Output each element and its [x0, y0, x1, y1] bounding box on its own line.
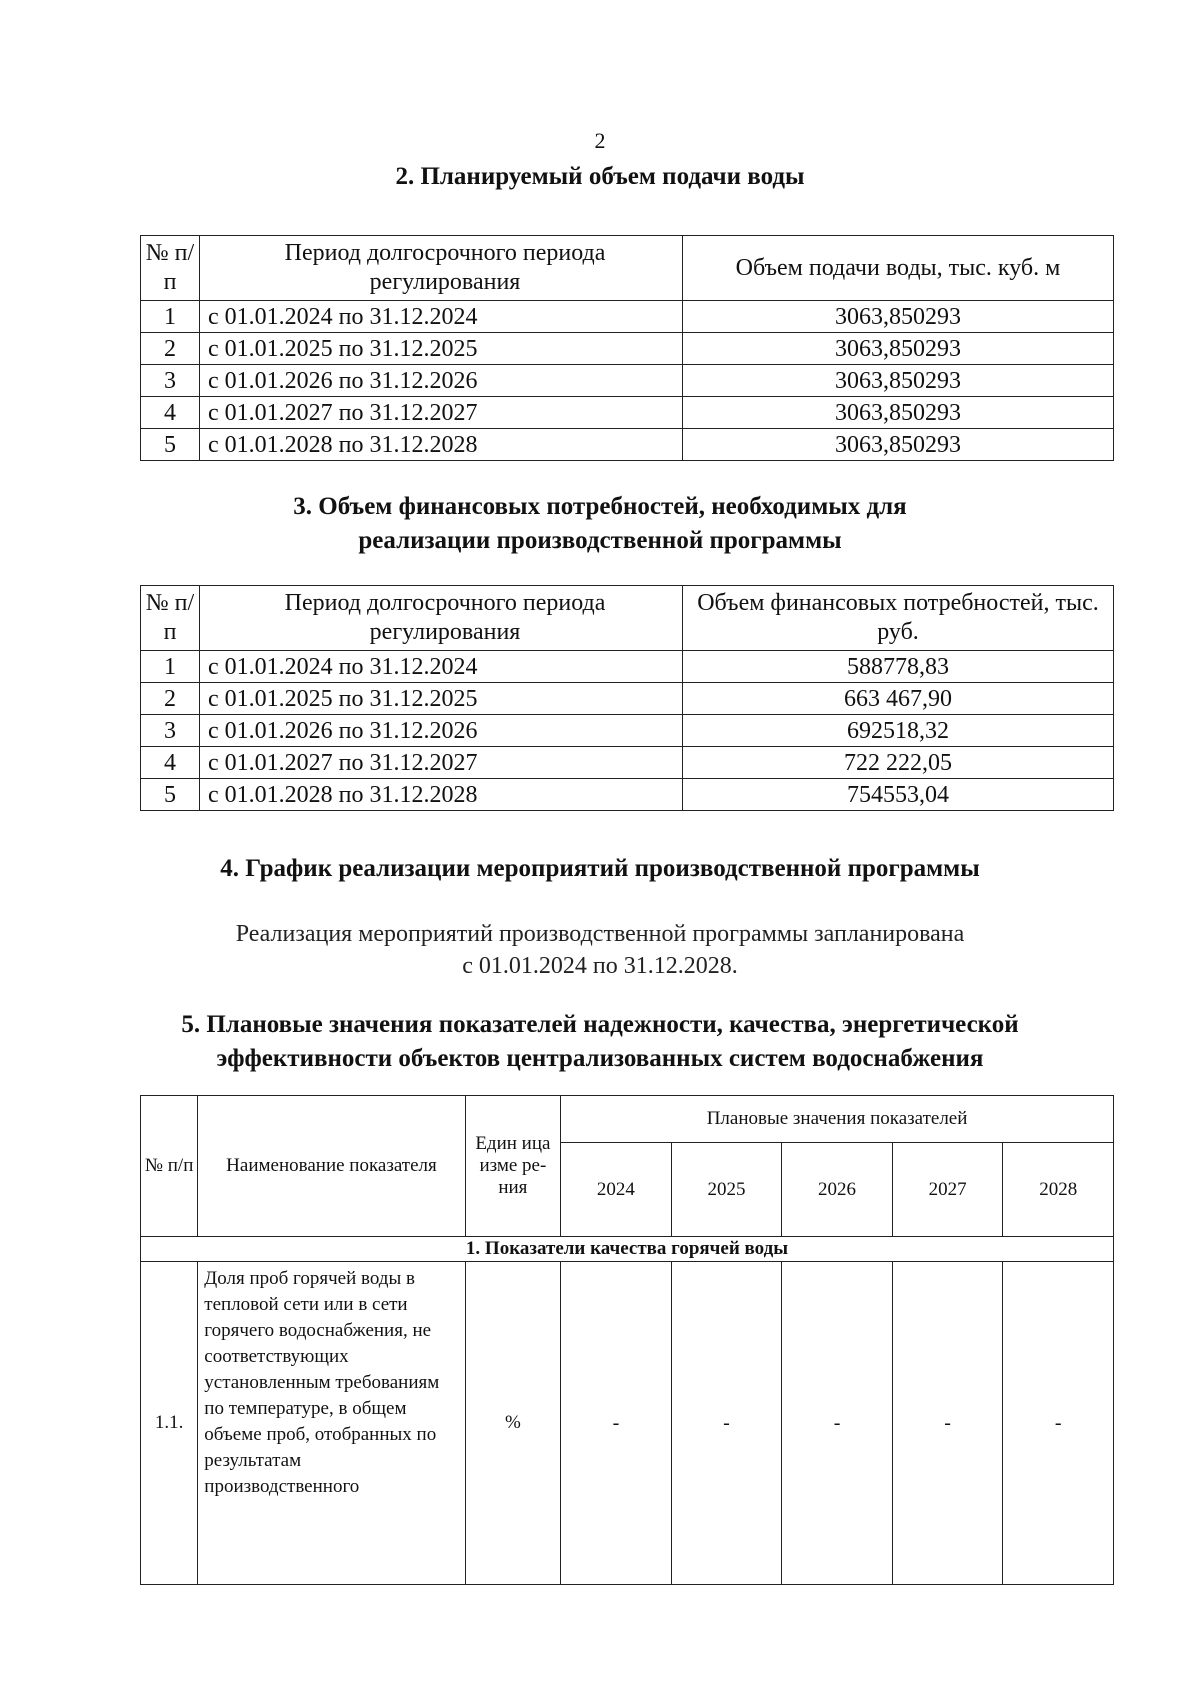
row-period: с 01.01.2027 по 31.12.2027 — [200, 747, 683, 779]
section4-text-line2: с 01.01.2024 по 31.12.2028. — [462, 953, 738, 979]
table-row — [141, 747, 1114, 779]
section4-title: 4. График реализации мероприятий производственной программы — [220, 855, 980, 882]
table-row — [141, 301, 1114, 333]
col-header-unit: Един ица изме ре- ния — [465, 1096, 560, 1237]
table-row — [141, 779, 1114, 811]
row-period: с 01.01.2024 по 31.12.2024 — [200, 651, 683, 683]
section4-text-line1: Реализация мероприятий производственной программы запланирована — [235, 921, 965, 947]
row-value: 3063,850293 — [683, 365, 1114, 397]
row-value: - — [1003, 1262, 1114, 1585]
section5-title-line2: эффективности объектов централизованных систем водоснабжения — [216, 1045, 984, 1072]
water-supply-table — [140, 235, 1114, 461]
section3-title-line2: реализации производственной программы — [358, 527, 842, 554]
row-num: 1 — [141, 651, 200, 683]
table-row — [141, 397, 1114, 429]
row-num: 3 — [141, 715, 200, 747]
row-value: 588778,83 — [683, 651, 1114, 683]
row-value: - — [782, 1262, 893, 1585]
row-value: 722 222,05 — [683, 747, 1114, 779]
col-header-year: 2026 — [782, 1143, 893, 1237]
col-header-num: № п/п — [141, 236, 200, 301]
row-value: 754553,04 — [683, 779, 1114, 811]
row-num: 3 — [141, 365, 200, 397]
section2-title: 2. Планируемый объем подачи воды — [395, 163, 805, 190]
col-header-num: № п/п — [141, 1096, 198, 1237]
row-period: с 01.01.2024 по 31.12.2024 — [200, 301, 683, 333]
section5-title-line1: 5. Плановые значения показателей надежности, качества, энергетической — [181, 1011, 1019, 1038]
col-header-name: Наименование показателя — [198, 1096, 465, 1237]
col-header-year: 2028 — [1003, 1143, 1114, 1237]
row-period: с 01.01.2026 по 31.12.2026 — [200, 715, 683, 747]
row-value: - — [671, 1262, 782, 1585]
col-header-planned: Плановые значения показателей — [561, 1096, 1114, 1143]
row-num: 2 — [141, 333, 200, 365]
table-header-row — [141, 1096, 1114, 1143]
col-header-year: 2024 — [561, 1143, 672, 1237]
row-value: 663 467,90 — [683, 683, 1114, 715]
table-row — [141, 715, 1114, 747]
row-period: с 01.01.2028 по 31.12.2028 — [200, 429, 683, 461]
row-period: с 01.01.2027 по 31.12.2027 — [200, 397, 683, 429]
table-row — [141, 365, 1114, 397]
table-row — [141, 333, 1114, 365]
col-header-num: № п/п — [141, 586, 200, 651]
page-number: 2 — [594, 128, 606, 153]
table-row — [141, 683, 1114, 715]
row-value: - — [892, 1262, 1003, 1585]
row-name: Доля проб горячей воды в тепловой сети или в сети горячего водоснабжения, не соответствующих установленным требованиям по температуре, в общем объеме проб, отобранных по результатам производственного — [198, 1262, 465, 1585]
group-title: 1. Показатели качества горячей воды — [141, 1237, 1114, 1262]
row-num: 4 — [141, 747, 200, 779]
table-header-row — [141, 236, 1114, 301]
row-period: с 01.01.2026 по 31.12.2026 — [200, 365, 683, 397]
row-num: 4 — [141, 397, 200, 429]
section3-title-line1: 3. Объем финансовых потребностей, необходимых для — [293, 493, 907, 520]
col-header-period: Период долгосрочного периода регулирования — [200, 236, 683, 301]
table-row — [141, 429, 1114, 461]
row-value: 3063,850293 — [683, 429, 1114, 461]
table-row — [141, 1262, 1114, 1585]
financial-needs-table — [140, 585, 1114, 811]
col-header-year: 2027 — [892, 1143, 1003, 1237]
col-header-year: 2025 — [671, 1143, 782, 1237]
group-header-row — [141, 1237, 1114, 1262]
row-num: 5 — [141, 779, 200, 811]
row-value: - — [561, 1262, 672, 1585]
row-value: 3063,850293 — [683, 301, 1114, 333]
row-period: с 01.01.2028 по 31.12.2028 — [200, 779, 683, 811]
row-unit: % — [465, 1262, 560, 1585]
row-period: с 01.01.2025 по 31.12.2025 — [200, 333, 683, 365]
row-num: 1.1. — [141, 1262, 198, 1585]
indicators-table — [140, 1095, 1114, 1585]
col-header-value: Объем финансовых потребностей, тыс. руб. — [683, 586, 1114, 651]
row-value: 692518,32 — [683, 715, 1114, 747]
row-num: 1 — [141, 301, 200, 333]
table-header-row — [141, 586, 1114, 651]
row-num: 5 — [141, 429, 200, 461]
row-period: с 01.01.2025 по 31.12.2025 — [200, 683, 683, 715]
col-header-period: Период долгосрочного периода регулирования — [200, 586, 683, 651]
table-row — [141, 651, 1114, 683]
col-header-value: Объем подачи воды, тыс. куб. м — [683, 236, 1114, 301]
row-value: 3063,850293 — [683, 397, 1114, 429]
row-value: 3063,850293 — [683, 333, 1114, 365]
row-num: 2 — [141, 683, 200, 715]
